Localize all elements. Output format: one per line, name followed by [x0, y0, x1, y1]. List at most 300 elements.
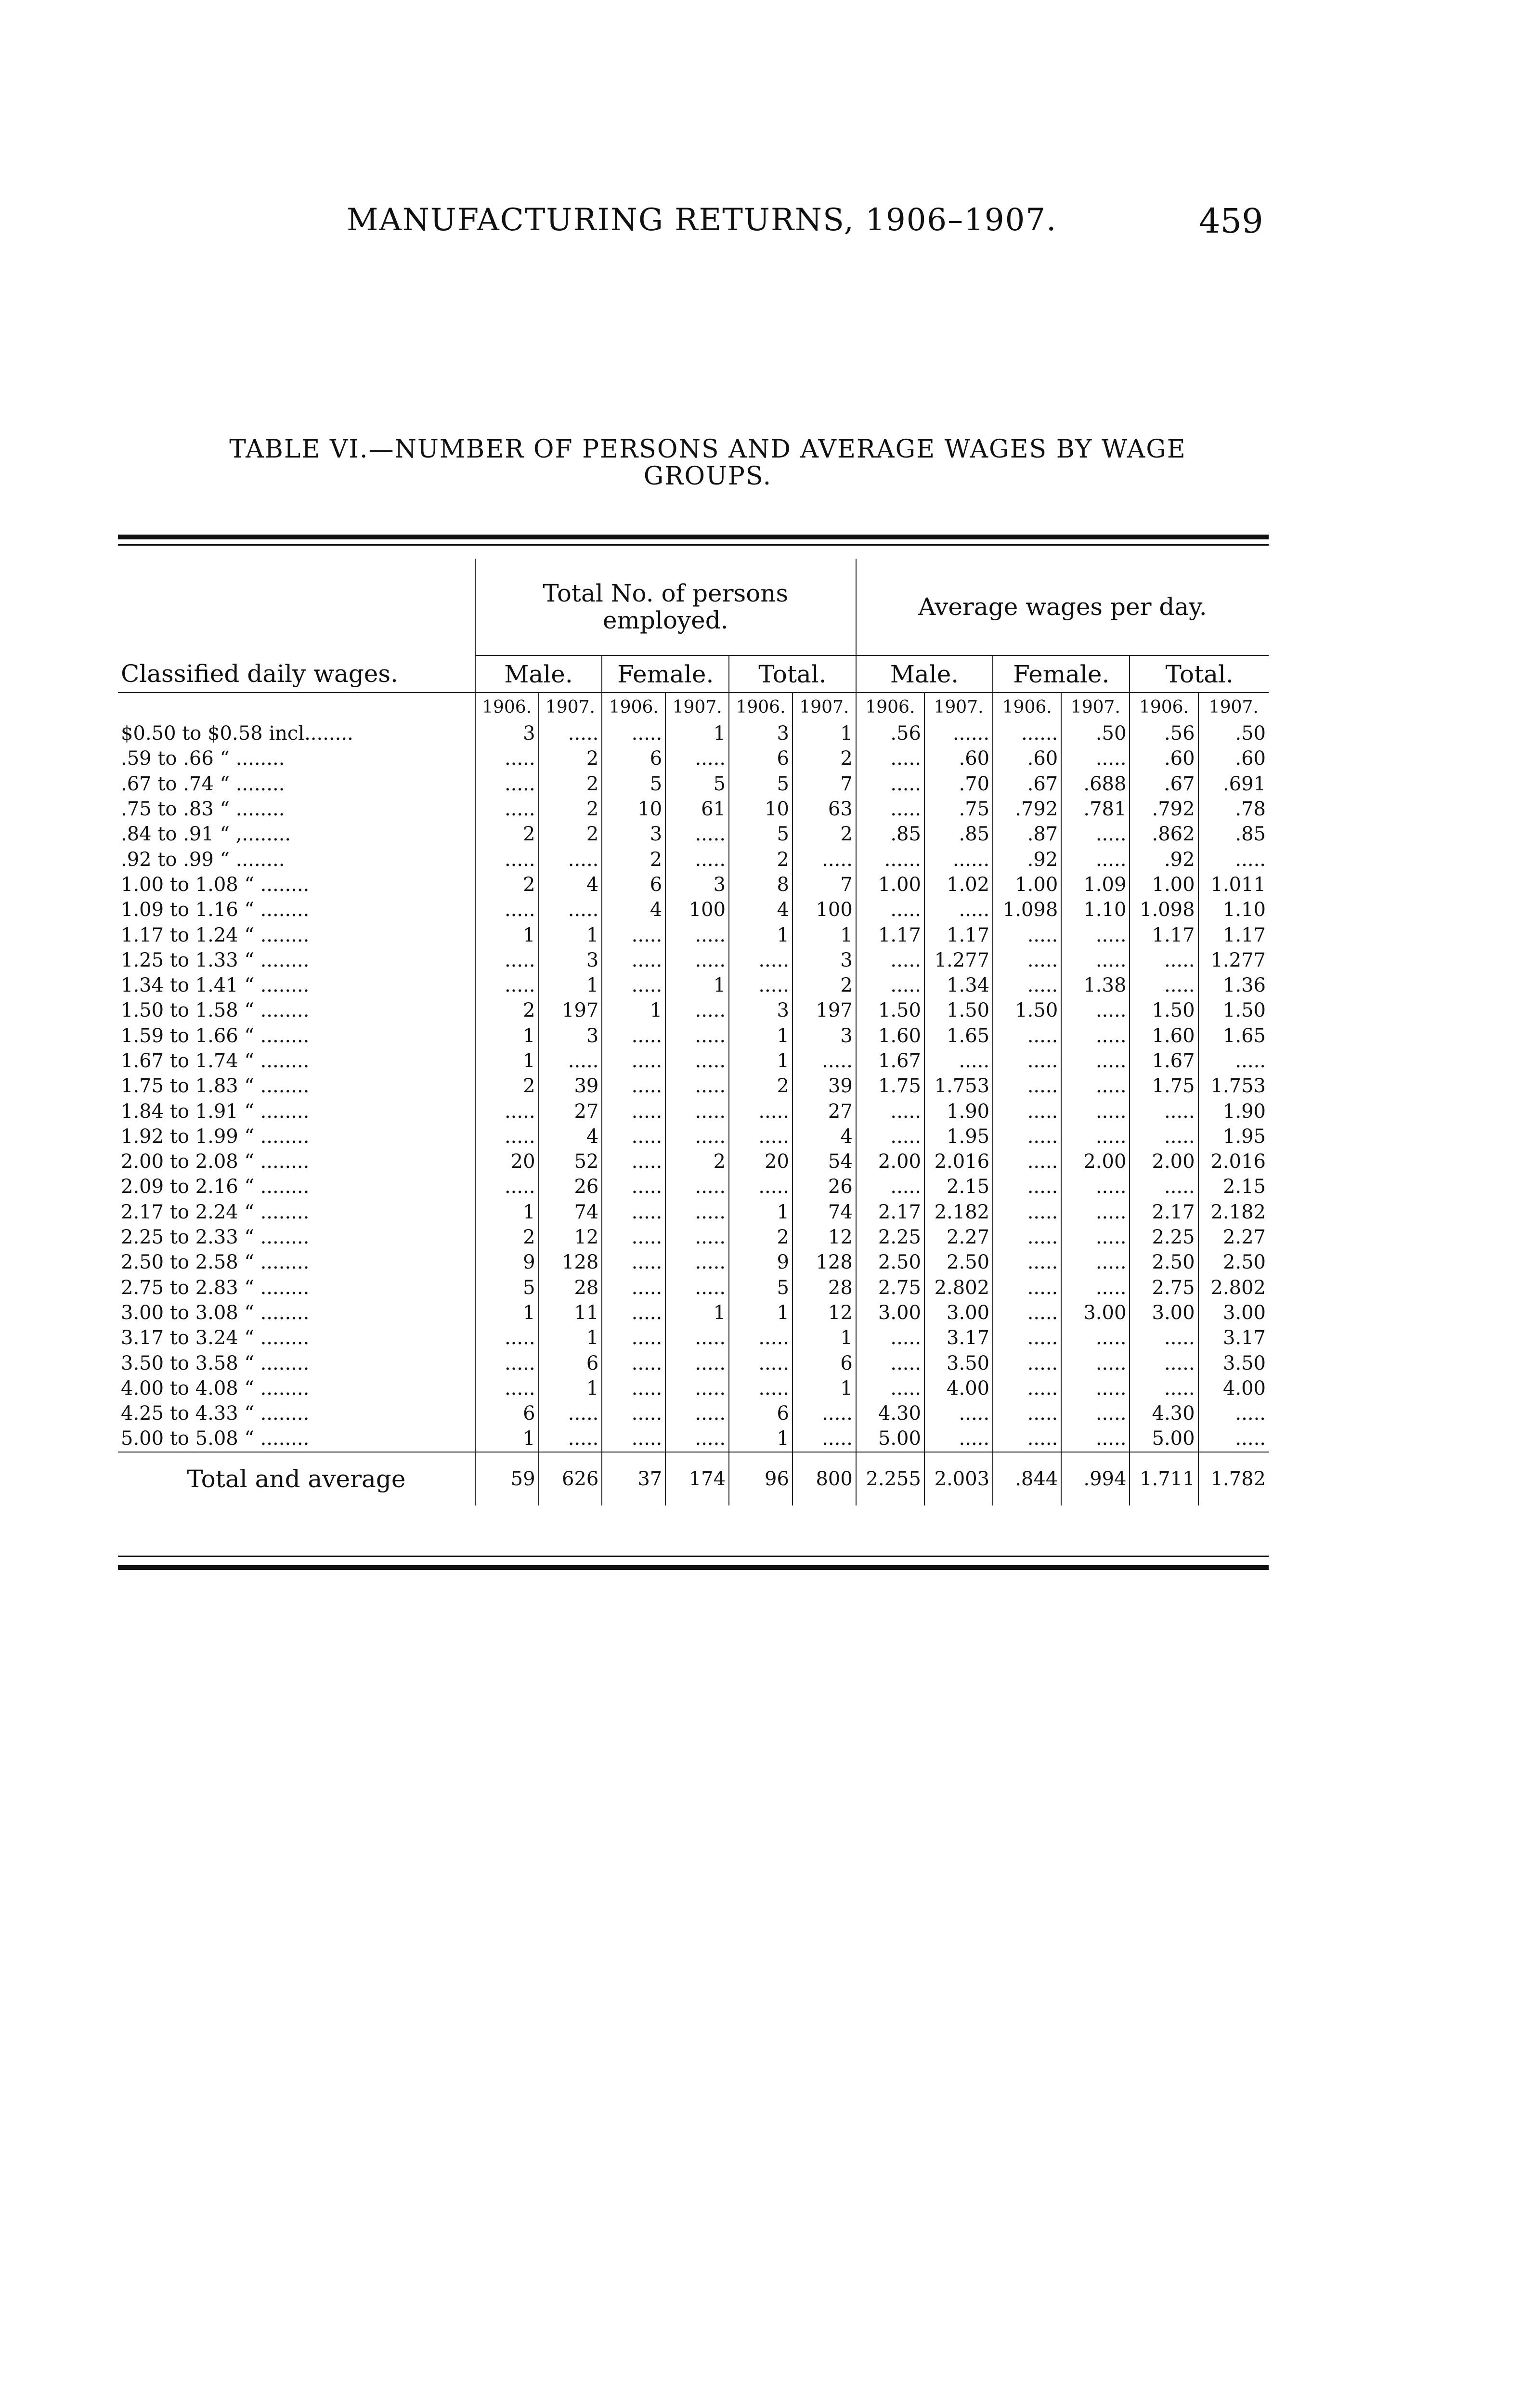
table-cell: 1.38	[1061, 973, 1130, 998]
wage-class-label: .84 to .91 “ ,........	[121, 823, 291, 846]
table-cell: 61	[665, 797, 729, 822]
table-cell: .60	[1198, 746, 1269, 771]
table-cell: 4.00	[924, 1376, 993, 1401]
table-cell: .....	[1061, 1073, 1130, 1099]
table-cell: .....	[993, 1325, 1061, 1350]
table-cell: 3.00	[1061, 1300, 1130, 1325]
table-cell: .....	[602, 1048, 665, 1073]
table-cell: 3	[792, 1023, 856, 1048]
table-cell: 1.753	[1198, 1073, 1269, 1099]
year-header: 1907.	[1198, 693, 1269, 721]
table-cell: 74	[792, 1200, 856, 1225]
year-header: 1906.	[993, 693, 1061, 721]
table-cell: .781	[1061, 797, 1130, 822]
table-cell: 1.50	[1198, 998, 1269, 1023]
row-header: Classified daily wages.	[118, 655, 475, 693]
table-cell: 128	[792, 1250, 856, 1275]
running-head: MANUFACTURING RETURNS, 1906–1907.	[347, 202, 1057, 238]
table-cell: .....	[602, 1350, 665, 1375]
total-cell: 800	[792, 1452, 856, 1505]
table-cell: 3	[665, 872, 729, 897]
table-cell: 39	[792, 1073, 856, 1099]
total-cell: 59	[475, 1452, 539, 1505]
top-rule-thin	[118, 544, 1269, 546]
table-cell: .....	[602, 948, 665, 973]
table-cell: 2	[475, 1225, 539, 1250]
table-cell: 1	[792, 721, 856, 746]
total-cell: .844	[993, 1452, 1061, 1505]
table-cell: .....	[993, 1250, 1061, 1275]
table-cell: .....	[602, 1300, 665, 1325]
table-cell: .....	[1061, 998, 1130, 1023]
table-cell: .....	[1061, 1426, 1130, 1452]
table-cell: .792	[993, 797, 1061, 822]
wage-class-label: .59 to .66 “ ........	[121, 747, 285, 770]
total-cell: .994	[1061, 1452, 1130, 1505]
table-title	[130, 436, 1286, 490]
table-row	[118, 1149, 1269, 1174]
table-cell: 1.67	[1130, 1048, 1198, 1073]
table-cell: 1.75	[1130, 1073, 1198, 1099]
table-cell: .....	[924, 1048, 993, 1073]
wage-class-label: 1.34 to 1.41 “ ........	[121, 974, 310, 997]
table-cell: 1	[729, 1200, 792, 1225]
table-cell: .....	[602, 1426, 665, 1452]
table-cell: 1.60	[1130, 1023, 1198, 1048]
table-cell: 197	[539, 998, 602, 1023]
wage-class-label: .92 to .99 “ ........	[121, 848, 285, 871]
table-row	[118, 1275, 1269, 1300]
table-cell: 2	[792, 822, 856, 847]
table-cell: .85	[856, 822, 924, 847]
table-cell: .....	[665, 922, 729, 947]
table-cell: .56	[856, 721, 924, 746]
table-cell: 26	[539, 1174, 602, 1199]
table-cell: 2.75	[856, 1275, 924, 1300]
table-cell: .....	[993, 973, 1061, 998]
table-cell: 1.17	[856, 922, 924, 947]
wage-class-label: 1.17 to 1.24 “ ........	[121, 924, 310, 946]
table-cell: 1	[475, 1023, 539, 1048]
wage-class-label: 1.67 to 1.74 “ ........	[121, 1050, 310, 1072]
table-cell: 1	[792, 922, 856, 947]
table-cell: 1.50	[1130, 998, 1198, 1023]
table-cell: .....	[665, 1124, 729, 1149]
table-cell: .....	[1061, 1023, 1130, 1048]
table-cell: .....	[1130, 948, 1198, 973]
table-row	[118, 822, 1269, 847]
wage-class-label: 1.84 to 1.91 “ ........	[121, 1100, 310, 1123]
table-cell: 20	[475, 1149, 539, 1174]
table-cell: 9	[475, 1250, 539, 1275]
table-cell: 2.182	[924, 1200, 993, 1225]
table-cell: 5	[602, 772, 665, 797]
table-cell: 39	[539, 1073, 602, 1099]
table-cell: .....	[602, 1099, 665, 1124]
table-cell: 27	[539, 1099, 602, 1124]
table-cell: .....	[856, 797, 924, 822]
table-cell: 1.098	[1130, 897, 1198, 922]
table-cell: .....	[539, 1426, 602, 1452]
table-cell: 2	[729, 847, 792, 872]
table-cell: 1.00	[856, 872, 924, 897]
year-header: 1906.	[856, 693, 924, 721]
total-label: Total and average	[118, 1452, 475, 1505]
table-cell: 1.65	[924, 1023, 993, 1048]
wage-class-label: 2.00 to 2.08 “ ........	[121, 1151, 310, 1173]
table-cell: .....	[993, 1225, 1061, 1250]
table-cell: .....	[856, 973, 924, 998]
table-cell: .792	[1130, 797, 1198, 822]
wage-class-label: 2.50 to 2.58 “ ........	[121, 1251, 310, 1274]
table-cell: 3.00	[856, 1300, 924, 1325]
table-cell: .....	[665, 1174, 729, 1199]
table-cell: 3.00	[1130, 1300, 1198, 1325]
table-cell: .....	[792, 1426, 856, 1452]
table-cell: .....	[665, 746, 729, 771]
table-cell: 2	[475, 872, 539, 897]
wage-class-label: 1.59 to 1.66 “ ........	[121, 1024, 310, 1047]
table-cell: 2.00	[856, 1149, 924, 1174]
table-row	[118, 1174, 1269, 1199]
table-cell: 4	[539, 872, 602, 897]
wage-class-label: 5.00 to 5.08 “ ........	[121, 1427, 310, 1450]
table-cell: 5	[665, 772, 729, 797]
table-cell: 6	[792, 1350, 856, 1375]
table-cell: .....	[729, 1174, 792, 1199]
table-cell: 1	[792, 1325, 856, 1350]
wage-class-label: 3.50 to 3.58 “ ........	[121, 1352, 310, 1374]
table-cell: .....	[924, 1426, 993, 1452]
sub-header: Male.	[856, 655, 993, 693]
table-row	[118, 1300, 1269, 1325]
table-cell: 2.00	[1061, 1149, 1130, 1174]
table-cell: .....	[602, 1225, 665, 1250]
table-cell: .....	[856, 1174, 924, 1199]
table-cell: 1.65	[1198, 1023, 1269, 1048]
table-cell: .....	[1061, 1275, 1130, 1300]
table-cell: .....	[665, 998, 729, 1023]
table-cell: 1.753	[924, 1073, 993, 1099]
table-cell: .....	[993, 1099, 1061, 1124]
table-cell: .67	[1130, 772, 1198, 797]
table-cell: 2.27	[924, 1225, 993, 1250]
table-cell: .....	[1061, 847, 1130, 872]
table-cell: 1	[729, 1426, 792, 1452]
table-cell: .....	[539, 897, 602, 922]
group-header-persons: Total No. of persons employed.	[475, 559, 856, 655]
top-rule	[118, 535, 1269, 539]
table-row	[118, 721, 1269, 746]
table-cell: 5.00	[856, 1426, 924, 1452]
table-cell: .....	[792, 1048, 856, 1073]
table-cell: .60	[924, 746, 993, 771]
table-cell: 27	[792, 1099, 856, 1124]
table-row	[118, 897, 1269, 922]
table-cell: .....	[993, 1300, 1061, 1325]
table-cell: .....	[993, 1426, 1061, 1452]
table-cell: 3	[539, 948, 602, 973]
table-cell: .....	[475, 746, 539, 771]
table-cell: .92	[993, 847, 1061, 872]
table-cell: .....	[856, 1325, 924, 1350]
table-cell: .....	[602, 1275, 665, 1300]
table-cell: 2	[475, 1073, 539, 1099]
table-cell: 2.50	[1198, 1250, 1269, 1275]
table-cell: .....	[856, 746, 924, 771]
table-cell: .....	[602, 1376, 665, 1401]
table-cell: 6	[539, 1350, 602, 1375]
table-cell: 1.75	[856, 1073, 924, 1099]
table-cell: .85	[1198, 822, 1269, 847]
table-cell: .....	[1061, 1401, 1130, 1426]
table-cell: .....	[993, 922, 1061, 947]
table-cell: .....	[665, 1350, 729, 1375]
table-cell: .....	[665, 1048, 729, 1073]
year-header: 1906.	[729, 693, 792, 721]
table-cell: 197	[792, 998, 856, 1023]
table-cell: 2	[792, 973, 856, 998]
bottom-rule-thin	[118, 1556, 1269, 1557]
table-cell: .....	[993, 1073, 1061, 1099]
table-cell: 5	[729, 772, 792, 797]
table-cell: 1.50	[924, 998, 993, 1023]
table-cell: 3	[602, 822, 665, 847]
table-cell: .....	[856, 948, 924, 973]
table-row	[118, 1426, 1269, 1452]
table-cell: 1	[539, 1325, 602, 1350]
table-cell: 3	[729, 721, 792, 746]
table-cell: 2.25	[856, 1225, 924, 1250]
wage-class-label: .75 to .83 “ ........	[121, 798, 285, 821]
table-cell: .....	[856, 897, 924, 922]
table-cell: 1.02	[924, 872, 993, 897]
table-cell: .....	[475, 1325, 539, 1350]
table-cell: .....	[856, 1376, 924, 1401]
table-cell: .56	[1130, 721, 1198, 746]
table-cell: 4	[539, 1124, 602, 1149]
total-cell: 2.003	[924, 1452, 993, 1505]
table-cell: 128	[539, 1250, 602, 1275]
table-cell: 1	[665, 721, 729, 746]
table-cell: .....	[602, 922, 665, 947]
table-cell: 7	[792, 872, 856, 897]
table-row	[118, 1048, 1269, 1073]
table-cell: 11	[539, 1300, 602, 1325]
wage-class-label: 1.00 to 1.08 “ ........	[121, 873, 310, 896]
table-cell: 10	[602, 797, 665, 822]
wage-class-label: 2.75 to 2.83 “ ........	[121, 1276, 310, 1299]
table-cell: 2	[665, 1149, 729, 1174]
wage-class-label: 1.92 to 1.99 “ ........	[121, 1125, 310, 1148]
table-cell: .....	[1061, 948, 1130, 973]
table-row	[118, 1200, 1269, 1225]
wage-class-label: 2.09 to 2.16 “ ........	[121, 1176, 310, 1198]
table-cell: .....	[602, 973, 665, 998]
table-cell: 1	[792, 1376, 856, 1401]
table-cell: 2	[539, 822, 602, 847]
table-cell: .....	[475, 1350, 539, 1375]
table-cell: .....	[1061, 1325, 1130, 1350]
table-cell: .87	[993, 822, 1061, 847]
table-cell: .....	[1061, 1250, 1130, 1275]
table-cell: .....	[1130, 1124, 1198, 1149]
wage-class-label: 1.25 to 1.33 “ ........	[121, 949, 310, 971]
table-cell: .....	[665, 822, 729, 847]
table-cell: 74	[539, 1200, 602, 1225]
table-row	[118, 847, 1269, 872]
table-cell: .....	[602, 1124, 665, 1149]
total-row	[118, 1452, 1269, 1505]
table-cell: 1.90	[924, 1099, 993, 1124]
table-cell: 1.36	[1198, 973, 1269, 998]
year-header: 1907.	[1061, 693, 1130, 721]
table-cell: 1.098	[993, 897, 1061, 922]
table-cell: .....	[665, 847, 729, 872]
table-row	[118, 1099, 1269, 1124]
table-cell: 1.95	[1198, 1124, 1269, 1149]
table-cell: 2	[729, 1225, 792, 1250]
table-cell: 1	[729, 1048, 792, 1073]
table-cell: .92	[1130, 847, 1198, 872]
table-cell: .....	[1130, 1099, 1198, 1124]
table-title-line-2: GROUPS.	[643, 462, 772, 491]
table-cell: 2.27	[1198, 1225, 1269, 1250]
table-cell: ......	[924, 721, 993, 746]
table-cell: .....	[729, 1124, 792, 1149]
total-cell: 37	[602, 1452, 665, 1505]
year-header: 1907.	[665, 693, 729, 721]
table-cell: .....	[475, 1174, 539, 1199]
table-row	[118, 998, 1269, 1023]
table-cell: 2.17	[1130, 1200, 1198, 1225]
table-title-line-1: TABLE VI.—NUMBER OF PERSONS AND AVERAGE WAGES BY WAGE	[229, 435, 1186, 464]
wage-class-label: 3.00 to 3.08 “ ........	[121, 1301, 310, 1324]
table-cell: 3.17	[1198, 1325, 1269, 1350]
wage-class-label: $0.50 to $0.58 incl........	[121, 722, 353, 745]
table-cell: .....	[602, 1250, 665, 1275]
table-cell: 2.50	[1130, 1250, 1198, 1275]
table-cell: 1.011	[1198, 872, 1269, 897]
table-cell: 1	[539, 973, 602, 998]
table-cell: 63	[792, 797, 856, 822]
year-header: 1906.	[602, 693, 665, 721]
table-cell: 6	[475, 1401, 539, 1426]
table-cell: .85	[924, 822, 993, 847]
table-cell: .....	[539, 721, 602, 746]
table-cell: 1.67	[856, 1048, 924, 1073]
table-cell: .....	[665, 1200, 729, 1225]
table-cell: 2.50	[924, 1250, 993, 1275]
table-cell: .....	[539, 847, 602, 872]
table-cell: 4.00	[1198, 1376, 1269, 1401]
table-cell: .....	[993, 1124, 1061, 1149]
table-cell: .....	[665, 1376, 729, 1401]
table-cell: .....	[475, 797, 539, 822]
table-cell: 6	[729, 746, 792, 771]
table-cell: .....	[993, 1275, 1061, 1300]
table-cell: 12	[792, 1300, 856, 1325]
table-cell: .....	[856, 1350, 924, 1375]
wage-class-label: .67 to .74 “ ........	[121, 772, 285, 795]
table-cell: .....	[993, 1401, 1061, 1426]
table-cell: .....	[475, 948, 539, 973]
wage-class-label: 2.17 to 2.24 “ ........	[121, 1201, 310, 1223]
table-cell: 5	[729, 822, 792, 847]
table-cell: .....	[602, 1073, 665, 1099]
table-row	[118, 973, 1269, 998]
table-row	[118, 872, 1269, 897]
table-cell: 28	[792, 1275, 856, 1300]
table-row	[118, 1401, 1269, 1426]
sub-header: Total.	[1130, 655, 1269, 693]
table-row	[118, 1124, 1269, 1149]
table-cell: 3.00	[1198, 1300, 1269, 1325]
table-cell: .50	[1198, 721, 1269, 746]
table-row	[118, 1376, 1269, 1401]
table-cell: 2	[539, 772, 602, 797]
wage-class-label: 1.50 to 1.58 “ ........	[121, 999, 310, 1022]
table-cell: 26	[792, 1174, 856, 1199]
table-cell: 1	[475, 1048, 539, 1073]
table-cell: .....	[1130, 1376, 1198, 1401]
table-cell: 2	[539, 797, 602, 822]
table-cell: ......	[993, 721, 1061, 746]
table-cell: 3	[792, 948, 856, 973]
group-header-wages: Average wages per day.	[856, 559, 1269, 655]
table-cell: .....	[602, 1325, 665, 1350]
table-cell: .....	[1198, 847, 1269, 872]
table-cell: 5	[475, 1275, 539, 1300]
table-cell: .....	[1061, 1376, 1130, 1401]
table-cell: 2.25	[1130, 1225, 1198, 1250]
table-cell: .691	[1198, 772, 1269, 797]
table-cell: .....	[729, 973, 792, 998]
table-cell: 1	[729, 922, 792, 947]
table-cell: 6	[602, 746, 665, 771]
total-cell: 2.255	[856, 1452, 924, 1505]
table-cell: .....	[1130, 973, 1198, 998]
table-cell: .....	[993, 948, 1061, 973]
table-cell: 2.182	[1198, 1200, 1269, 1225]
table-cell: .....	[993, 1200, 1061, 1225]
table-cell: .688	[1061, 772, 1130, 797]
total-cell: 1.711	[1130, 1452, 1198, 1505]
table-cell: .....	[475, 847, 539, 872]
table-cell: 1.60	[856, 1023, 924, 1048]
total-cell: 174	[665, 1452, 729, 1505]
year-header: 1907.	[539, 693, 602, 721]
table-cell: 1	[475, 1426, 539, 1452]
table-cell: 1	[539, 1376, 602, 1401]
table-cell: 1.34	[924, 973, 993, 998]
table-cell: 4.30	[1130, 1401, 1198, 1426]
table-row	[118, 1350, 1269, 1375]
table-cell: 12	[792, 1225, 856, 1250]
table-cell: .....	[1061, 1225, 1130, 1250]
table-cell: 2.016	[924, 1149, 993, 1174]
table-cell: 3	[729, 998, 792, 1023]
table-cell: .....	[729, 1099, 792, 1124]
table-cell: 54	[792, 1149, 856, 1174]
table-cell: .....	[475, 897, 539, 922]
table-cell: 2	[539, 746, 602, 771]
table-cell: .....	[1198, 1426, 1269, 1452]
table-cell: 6	[602, 872, 665, 897]
table-cell: 5	[729, 1275, 792, 1300]
table-cell: .....	[475, 1099, 539, 1124]
table-cell: .....	[475, 1376, 539, 1401]
